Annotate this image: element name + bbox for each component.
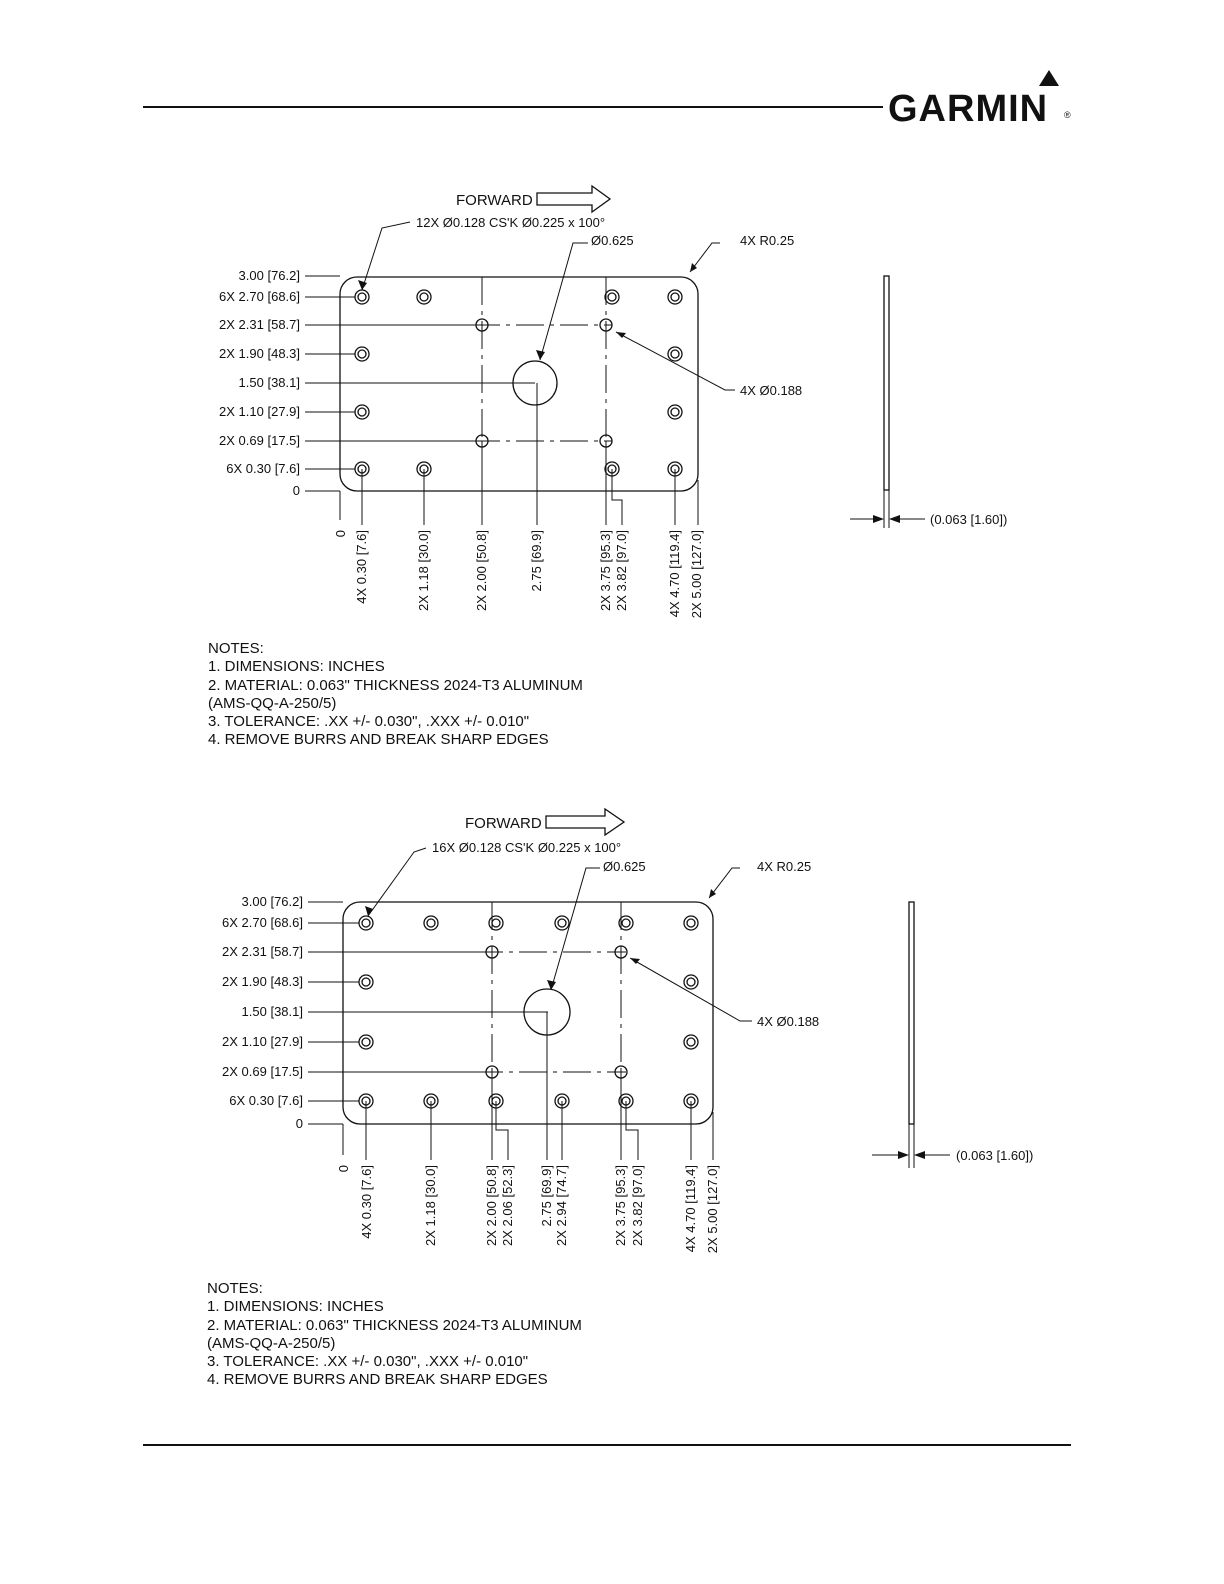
note-line: (AMS-QQ-A-250/5) <box>207 1334 336 1352</box>
center-hole-callout: Ø0.625 <box>603 859 646 874</box>
note-line: 3. TOLERANCE: .XX +/- 0.030", .XXX +/- 0.010" <box>207 1353 529 1371</box>
notes-title: NOTES: <box>207 1280 263 1297</box>
y-dim: 2X 1.90 [48.3] <box>219 346 300 361</box>
y-dim: 2X 1.10 [27.9] <box>219 404 300 419</box>
x-dim: 2X 2.00 [50.8] <box>474 530 489 611</box>
y-dim: 2X 2.31 [58.7] <box>222 944 303 959</box>
note-line: 4. REMOVE BURRS AND BREAK SHARP EDGES <box>208 731 549 749</box>
x-dim: 4X 4.70 [119.4] <box>683 1165 698 1253</box>
corner-radius-callout: 4X R0.25 <box>757 859 812 874</box>
center-hole-callout: Ø0.625 <box>591 233 634 248</box>
x-dim: 2X 3.82 [97.0] <box>614 530 629 611</box>
x-dim: 2X 2.00 [50.8] <box>484 1165 499 1246</box>
y-dim: 6X 2.70 [68.6] <box>222 915 303 930</box>
small-hole-callout: 4X Ø0.188 <box>757 1014 820 1029</box>
note-line: 1. DIMENSIONS: INCHES <box>207 1298 384 1316</box>
y-dim: 2X 1.90 [48.3] <box>222 974 303 989</box>
notes-title: NOTES: <box>208 640 264 657</box>
x-dim: 2X 3.75 [95.3] <box>598 530 613 611</box>
small-hole-callout: 4X Ø0.188 <box>740 383 803 398</box>
note-line: 4. REMOVE BURRS AND BREAK SHARP EDGES <box>207 1371 548 1389</box>
plate-outline <box>343 902 713 1124</box>
y-dim: 2X 2.31 [58.7] <box>219 317 300 332</box>
note-line: (AMS-QQ-A-250/5) <box>208 694 337 712</box>
x-dim: 4X 0.30 [7.6] <box>359 1165 374 1239</box>
x-dim: 2X 5.00 [127.0] <box>705 1165 720 1254</box>
x-dim: 4X 4.70 [119.4] <box>667 530 682 618</box>
y-dim: 6X 0.30 [7.6] <box>226 461 300 476</box>
x-dim: 2X 2.94 [74.7] <box>554 1165 569 1246</box>
y-dim: 1.50 [38.1] <box>238 375 300 390</box>
x-dim: 2X 1.18 [30.0] <box>416 530 431 611</box>
side-view-profile <box>909 902 914 1124</box>
x-dim: 4X 0.30 [7.6] <box>354 530 369 604</box>
thickness-callout: (0.063 [1.60]) <box>956 1148 1034 1163</box>
notes-block-2 <box>207 1280 582 1390</box>
thickness-callout: (0.063 [1.60]) <box>930 512 1008 527</box>
note-line: 2. MATERIAL: 0.063" THICKNESS 2024-T3 ALUMINUM <box>208 676 583 694</box>
forward-label: FORWARD <box>456 192 533 209</box>
logo-wordmark: GARMIN <box>888 88 1049 130</box>
x-dim: 2X 3.82 [97.0] <box>630 1165 645 1246</box>
forward-label: FORWARD <box>465 815 542 832</box>
footer-rule <box>143 1444 1071 1446</box>
x-dim: 2X 3.75 [95.3] <box>613 1165 628 1246</box>
y-dim: 3.00 [76.2] <box>241 894 303 909</box>
y-dim: 3.00 [76.2] <box>238 268 300 283</box>
x-dim: 2.75 [69.9] <box>539 1165 554 1227</box>
logo-registered-mark: ® <box>1064 110 1071 120</box>
y-dim: 2X 0.69 [17.5] <box>222 1064 303 1079</box>
note-line: 2. MATERIAL: 0.063" THICKNESS 2024-T3 ALUMINUM <box>207 1316 582 1334</box>
note-line: 3. TOLERANCE: .XX +/- 0.030", .XXX +/- 0.010" <box>208 713 530 731</box>
x-dim: 0 <box>336 1165 351 1173</box>
y-dim: 2X 1.10 [27.9] <box>222 1034 303 1049</box>
y-dim: 6X 0.30 [7.6] <box>229 1093 303 1108</box>
y-dim: 1.50 [38.1] <box>241 1004 303 1019</box>
countersink-callout: 16X Ø0.128 CS'K Ø0.225 x 100° <box>432 840 622 855</box>
y-dim: 0 <box>295 1116 303 1131</box>
corner-radius-callout: 4X R0.25 <box>740 233 795 248</box>
forward-arrow-icon <box>546 809 624 835</box>
x-dim: 2X 1.18 [30.0] <box>423 1165 438 1246</box>
x-dim: 2X 2.06 [52.3] <box>500 1165 515 1246</box>
y-dim: 0 <box>292 483 300 498</box>
y-dim: 2X 0.69 [17.5] <box>219 433 300 448</box>
note-line: 1. DIMENSIONS: INCHES <box>208 658 385 676</box>
x-dim: 0 <box>333 530 348 538</box>
x-dim: 2.75 [69.9] <box>529 530 544 592</box>
y-dim: 6X 2.70 [68.6] <box>219 289 300 304</box>
countersink-callout: 12X Ø0.128 CS'K Ø0.225 x 100° <box>416 215 606 230</box>
x-dim: 2X 5.00 [127.0] <box>689 530 704 619</box>
